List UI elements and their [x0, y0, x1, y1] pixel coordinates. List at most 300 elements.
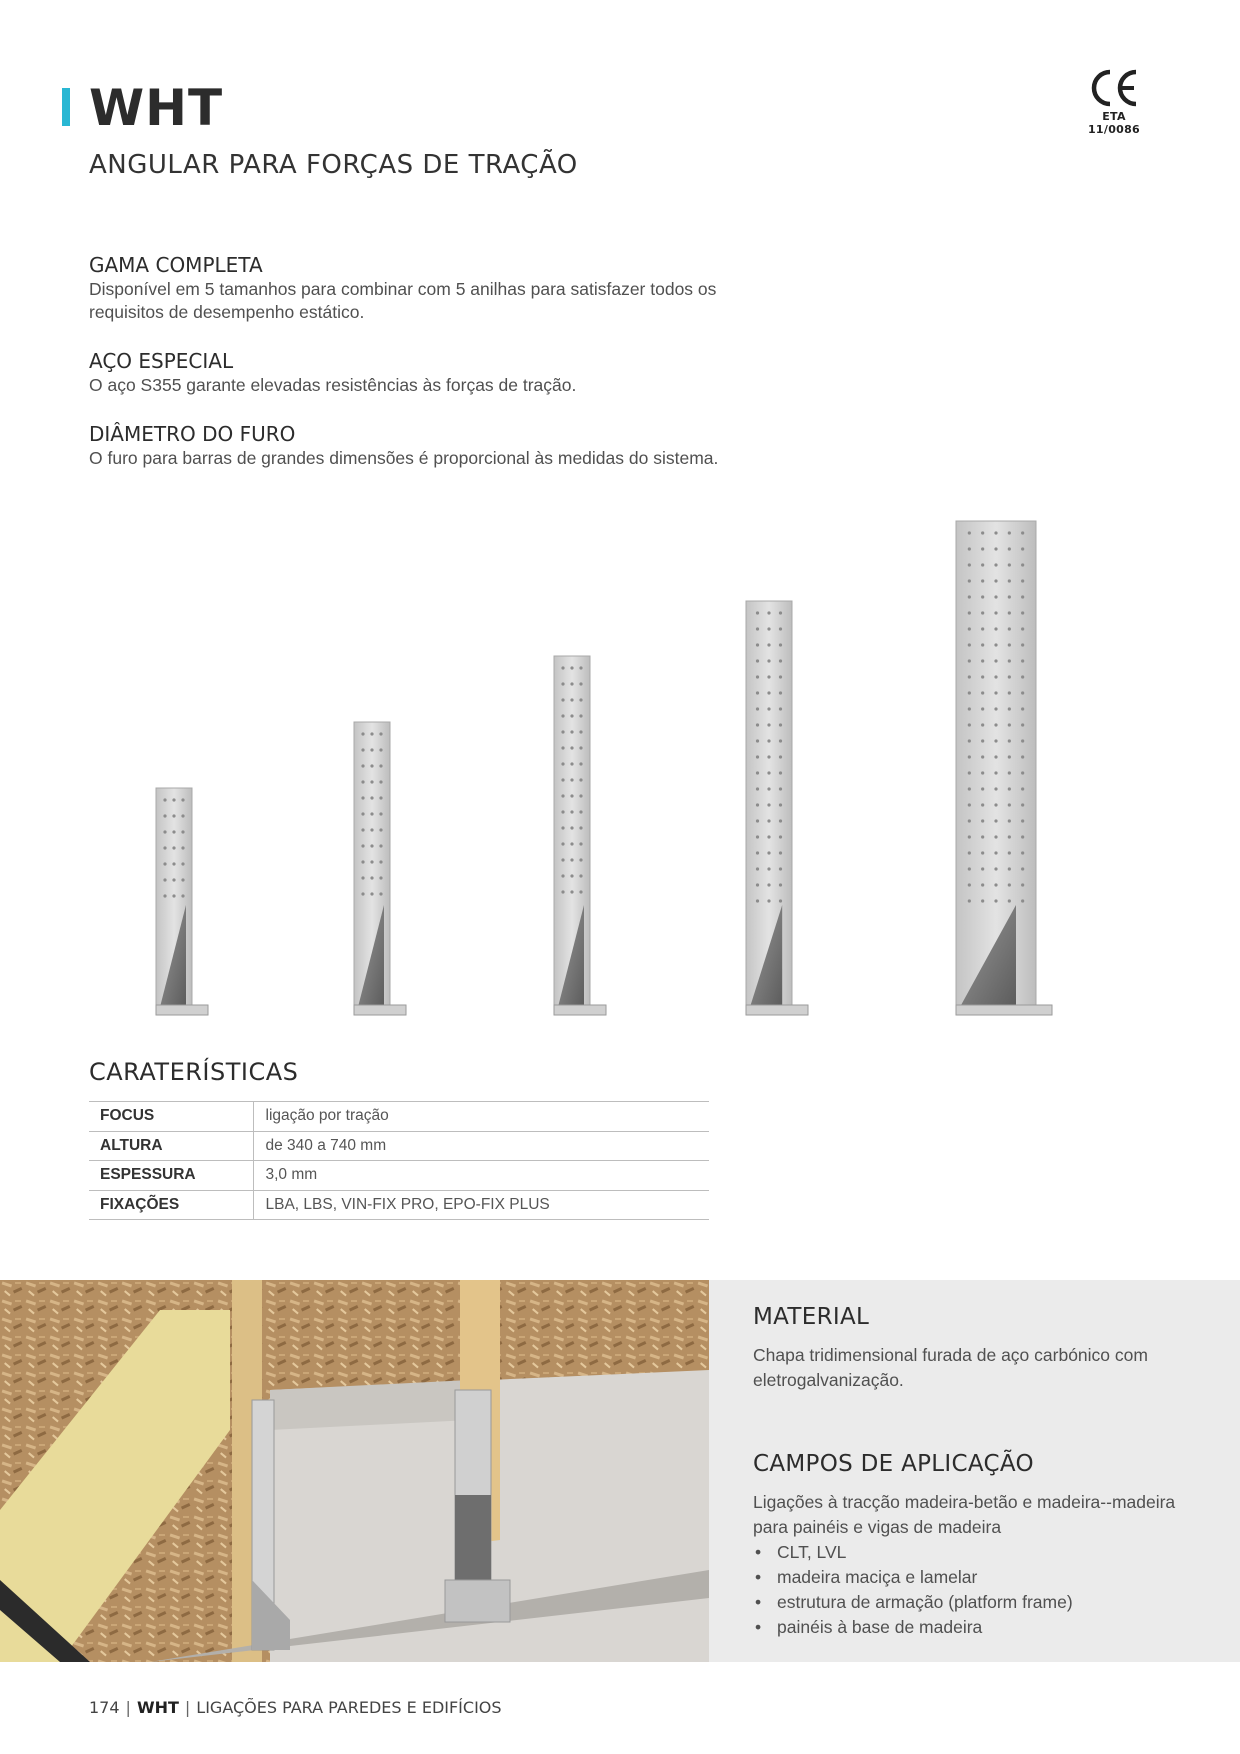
bracket-hole [1021, 547, 1024, 550]
bracket-hole [968, 867, 971, 870]
bracket-hole [779, 739, 782, 742]
list-item: • madeira maciça e lamelar [753, 1565, 1213, 1590]
bracket-hole [370, 860, 373, 863]
table-value: ligação por tração [253, 1102, 709, 1132]
bracket-hole [1021, 899, 1024, 902]
table-row [89, 1190, 709, 1220]
bracket-hole [767, 819, 770, 822]
bracket-hole [994, 691, 997, 694]
bracket-hole [370, 732, 373, 735]
bracket-hole [994, 675, 997, 678]
page-title: WHT [89, 79, 224, 137]
feature-title: DIÂMETRO DO FURO [89, 422, 296, 446]
bracket-hole [968, 771, 971, 774]
bracket-hole [994, 851, 997, 854]
bracket-hole [172, 878, 175, 881]
bracket-hole [570, 874, 573, 877]
bracket-hole [561, 842, 564, 845]
bracket-hole [379, 860, 382, 863]
bracket-hole [1008, 819, 1011, 822]
bracket-hole [379, 812, 382, 815]
bracket-hole [570, 746, 573, 749]
bracket-hole [779, 899, 782, 902]
table-row [89, 1102, 709, 1132]
bracket-hole [981, 867, 984, 870]
bracket-hole [579, 746, 582, 749]
bracket-hole [767, 691, 770, 694]
bracket-hole [361, 812, 364, 815]
applications-block [753, 1490, 1213, 1640]
table-row [89, 1131, 709, 1161]
bracket-hole [561, 714, 564, 717]
bracket-hole [181, 798, 184, 801]
bracket-hole [361, 748, 364, 751]
bracket-hole [981, 547, 984, 550]
bracket-hole [561, 826, 564, 829]
bracket-hole [767, 675, 770, 678]
bracket-hole [779, 707, 782, 710]
bracket-hole [767, 851, 770, 854]
bracket-hole [1008, 707, 1011, 710]
bracket-hole [1008, 787, 1011, 790]
bracket-hole [968, 883, 971, 886]
bracket-hole [379, 828, 382, 831]
bracket-hole [361, 844, 364, 847]
bracket-hole [1021, 675, 1024, 678]
bracket-hole [1008, 691, 1011, 694]
bracket-hole [779, 611, 782, 614]
bracket-hole [561, 762, 564, 765]
bracket-hole [579, 666, 582, 669]
bracket-hole [779, 675, 782, 678]
bracket-hole [1008, 851, 1011, 854]
bracket-hole [994, 563, 997, 566]
bracket-hole [968, 899, 971, 902]
material-title: MATERIAL [753, 1304, 870, 1330]
bracket-hole [981, 659, 984, 662]
table-key: ALTURA [89, 1131, 253, 1161]
bracket-hole [1008, 739, 1011, 742]
bracket-hole [570, 810, 573, 813]
bracket-base [554, 1005, 606, 1015]
bracket-hole [981, 579, 984, 582]
bracket-hole [1008, 883, 1011, 886]
bracket-hole [756, 787, 759, 790]
bracket-hole [968, 547, 971, 550]
bracket-hole [1008, 579, 1011, 582]
bracket-hole [994, 707, 997, 710]
bracket-hole [181, 894, 184, 897]
bracket-hole [968, 675, 971, 678]
bracket-hole [1008, 803, 1011, 806]
bracket-hole [1008, 723, 1011, 726]
bracket-hole [756, 691, 759, 694]
bracket-hole [767, 739, 770, 742]
bracket-hole [981, 755, 984, 758]
bracket-hole [779, 803, 782, 806]
characteristics-table [89, 1101, 709, 1220]
bracket-hole [379, 748, 382, 751]
bracket-hole [579, 762, 582, 765]
bracket-hole [163, 798, 166, 801]
bracket-hole [1021, 883, 1024, 886]
bracket-hole [561, 874, 564, 877]
bracket-hole [767, 723, 770, 726]
bracket-hole [994, 595, 997, 598]
bracket-hole [779, 787, 782, 790]
bracket-hole [370, 892, 373, 895]
bracket-hole [570, 682, 573, 685]
bracket-hole [181, 878, 184, 881]
bracket-hole [1021, 723, 1024, 726]
applications-title: CAMPOS DE APLICAÇÃO [753, 1451, 1034, 1477]
bracket-hole [779, 867, 782, 870]
bracket-hole [1008, 563, 1011, 566]
bracket-hole [561, 682, 564, 685]
bracket-hole [756, 899, 759, 902]
footer-section: LIGAÇÕES PARA PAREDES E EDIFÍCIOS [196, 1698, 502, 1717]
bracket-hole [361, 780, 364, 783]
bracket-hole [994, 547, 997, 550]
bracket-hole [968, 755, 971, 758]
page-number: 174 [89, 1698, 120, 1717]
bracket-hole [1008, 771, 1011, 774]
bracket-hole [1008, 531, 1011, 534]
bracket-hole [370, 844, 373, 847]
bracket-hole [994, 787, 997, 790]
bracket-hole [570, 890, 573, 893]
material-text: Chapa tridimensional furada de aço carbónico com eletrogalvanização. [753, 1345, 1148, 1390]
feature-title: GAMA COMPLETA [89, 253, 263, 277]
bracket-hole [994, 739, 997, 742]
bracket-hole [756, 627, 759, 630]
bracket-hole [968, 579, 971, 582]
bracket-hole [981, 883, 984, 886]
feature-list [89, 252, 719, 494]
bracket-hole [756, 755, 759, 758]
bracket-hole [981, 899, 984, 902]
bracket-hole [981, 723, 984, 726]
bracket-hole [968, 611, 971, 614]
bracket-hole [561, 810, 564, 813]
table-value: de 340 a 740 mm [253, 1131, 709, 1161]
bracket-hole [968, 531, 971, 534]
bracket-hole [370, 828, 373, 831]
feature-text: Disponível em 5 tamanhos para combinar com 5 anilhas para satisfazer todos os requisitos de desempenho estático. [89, 279, 717, 322]
bracket-hole [767, 835, 770, 838]
bracket-hole [968, 819, 971, 822]
bracket-hole [994, 531, 997, 534]
bracket-hole [1008, 611, 1011, 614]
bracket-base [354, 1005, 406, 1015]
bracket-hole [779, 755, 782, 758]
bracket-hole [579, 826, 582, 829]
installation-photo [0, 1280, 709, 1662]
feature-text: O furo para barras de grandes dimensões é proporcional às medidas do sistema. [89, 448, 719, 468]
bracket-hole [994, 579, 997, 582]
bracket-hole [981, 627, 984, 630]
bracket-hole [379, 764, 382, 767]
bracket-hole [994, 835, 997, 838]
bracket-hole [756, 739, 759, 742]
bracket-hole [994, 659, 997, 662]
bracket-hole [1021, 771, 1024, 774]
bracket-hole [756, 723, 759, 726]
bracket-hole [994, 803, 997, 806]
table-value: LBA, LBS, VIN-FIX PRO, EPO-FIX PLUS [253, 1190, 709, 1220]
bracket-hole [1008, 755, 1011, 758]
bracket-hole [172, 862, 175, 865]
bracket-hole [994, 723, 997, 726]
bracket-hole [968, 691, 971, 694]
bracket-hole [767, 627, 770, 630]
bracket-hole [561, 794, 564, 797]
bracket-hole [767, 755, 770, 758]
title-accent-bar [62, 88, 70, 126]
footer-product: WHT [136, 1698, 179, 1717]
characteristics-title: CARATERÍSTICAS [89, 1058, 299, 1086]
bracket-hole [994, 819, 997, 822]
bracket-hole [172, 814, 175, 817]
bracket-hole [1021, 611, 1024, 614]
bracket-hole [1008, 899, 1011, 902]
bracket-hole [756, 819, 759, 822]
feature-title: AÇO ESPECIAL [89, 349, 234, 373]
bracket-hole [981, 595, 984, 598]
bracket-hole [756, 883, 759, 886]
bracket-hole [968, 707, 971, 710]
bracket-hole [379, 876, 382, 879]
bracket-hole [579, 698, 582, 701]
bracket-hole [379, 844, 382, 847]
bracket-hole [579, 858, 582, 861]
bracket-hole [361, 764, 364, 767]
bracket-hole [181, 846, 184, 849]
bracket-hole [994, 899, 997, 902]
bracket-hole [994, 643, 997, 646]
bracket-hole [968, 563, 971, 566]
info-panel [709, 1280, 1240, 1662]
bracket-hole [1021, 819, 1024, 822]
bracket-hole [1021, 579, 1024, 582]
bracket-hole [561, 666, 564, 669]
bracket-hole [1021, 755, 1024, 758]
bracket-hole [779, 771, 782, 774]
bracket-hole [361, 860, 364, 863]
bracket-hole [1008, 675, 1011, 678]
product-range-image [130, 510, 1110, 1030]
applications-list [753, 1540, 1213, 1640]
bracket-hole [779, 691, 782, 694]
bracket-hole [570, 730, 573, 733]
bracket-hole [579, 810, 582, 813]
bracket-hole [1021, 595, 1024, 598]
bracket-hole [968, 803, 971, 806]
bracket-hole [767, 787, 770, 790]
bracket-hole [1008, 547, 1011, 550]
bracket-hole [767, 803, 770, 806]
bracket-hole [1021, 851, 1024, 854]
bracket-hole [379, 780, 382, 783]
bracket-hole [981, 691, 984, 694]
table-key: FOCUS [89, 1102, 253, 1132]
bracket-hole [579, 682, 582, 685]
feature-text: O aço S355 garante elevadas resistências às forças de tração. [89, 375, 577, 395]
bracket-hole [756, 611, 759, 614]
bracket-hole [181, 814, 184, 817]
bracket-hole [994, 883, 997, 886]
bracket-hole [1021, 691, 1024, 694]
bracket-hole [756, 867, 759, 870]
list-item: • painéis à base de madeira [753, 1615, 1213, 1640]
bracket-hole [370, 876, 373, 879]
feature-item [89, 348, 719, 397]
bracket-hole [981, 851, 984, 854]
bracket-hole [1008, 659, 1011, 662]
bracket-hole [570, 858, 573, 861]
bracket-hole [172, 846, 175, 849]
bracket-hole [579, 842, 582, 845]
table-key: ESPESSURA [89, 1161, 253, 1191]
bracket-hole [1021, 563, 1024, 566]
bracket-hole [756, 771, 759, 774]
bracket-hole [994, 867, 997, 870]
bracket-hole [163, 814, 166, 817]
bracket-hole [570, 826, 573, 829]
bracket-hole [1008, 595, 1011, 598]
bracket-hole [570, 762, 573, 765]
table-key: FIXAÇÕES [89, 1190, 253, 1220]
page-subtitle: ANGULAR PARA FORÇAS DE TRAÇÃO [89, 150, 578, 180]
ce-logo-icon [1086, 68, 1142, 108]
bracket-hole [172, 894, 175, 897]
bracket-hole [968, 851, 971, 854]
bracket-hole [981, 787, 984, 790]
bracket-hole [767, 707, 770, 710]
ce-mark [1078, 68, 1150, 136]
bracket-plate [956, 521, 1036, 1015]
certification-code: ETA 11/0086 [1087, 110, 1141, 136]
bracket-hole [561, 698, 564, 701]
bracket-hole [767, 771, 770, 774]
bracket-hole [361, 828, 364, 831]
bracket-hole [561, 858, 564, 861]
bracket-hole [779, 883, 782, 886]
bracket-hole [361, 876, 364, 879]
bracket-hole [779, 835, 782, 838]
bracket-hole [570, 698, 573, 701]
bracket-hole [361, 732, 364, 735]
bracket-hole [379, 892, 382, 895]
bracket-hole [756, 675, 759, 678]
bracket-hole [570, 794, 573, 797]
bracket-hole [779, 643, 782, 646]
bracket-hole [1021, 659, 1024, 662]
bracket-hole [1008, 835, 1011, 838]
bracket-base [156, 1005, 208, 1015]
bracket-hole [361, 892, 364, 895]
bracket-hole [1021, 627, 1024, 630]
bracket-hole [579, 794, 582, 797]
bracket-hole [1021, 787, 1024, 790]
bracket-hole [981, 643, 984, 646]
bracket-base [956, 1005, 1052, 1015]
bracket-hole [756, 643, 759, 646]
bracket-hole [370, 780, 373, 783]
bracket-hole [579, 890, 582, 893]
bracket-hole [1008, 867, 1011, 870]
bracket-hole [779, 723, 782, 726]
bracket-hole [570, 714, 573, 717]
page-footer [89, 1698, 502, 1717]
feature-item [89, 421, 719, 470]
bracket-hole [1021, 867, 1024, 870]
bracket-hole [561, 746, 564, 749]
bracket-hole [163, 830, 166, 833]
bracket-hole [370, 796, 373, 799]
bracket-hole [163, 862, 166, 865]
bracket-hole [756, 803, 759, 806]
bracket-hole [767, 883, 770, 886]
bracket-hole [561, 890, 564, 893]
applications-text: Ligações à tracção madeira-betão e madeira--madeira para painéis e vigas de madeira [753, 1492, 1176, 1537]
bracket-hole [994, 627, 997, 630]
bracket-hole [163, 894, 166, 897]
bracket-hole [1021, 835, 1024, 838]
bracket-hole [181, 862, 184, 865]
bracket-hole [968, 595, 971, 598]
bracket-hole [579, 874, 582, 877]
bracket-hole [981, 803, 984, 806]
bracket-hole [370, 748, 373, 751]
bracket-hole [981, 563, 984, 566]
list-item: • CLT, LVL [753, 1540, 1213, 1565]
bracket-hole [570, 666, 573, 669]
bracket-hole [756, 851, 759, 854]
bracket-hole [968, 739, 971, 742]
bracket-hole [1021, 707, 1024, 710]
bracket-hole [767, 659, 770, 662]
bracket-hole [570, 842, 573, 845]
bracket-hole [163, 846, 166, 849]
bracket-hole [1021, 739, 1024, 742]
bracket-hole [1021, 803, 1024, 806]
bracket-hole [981, 531, 984, 534]
bracket-hole [172, 830, 175, 833]
bracket-hole [1021, 531, 1024, 534]
bracket-hole [779, 659, 782, 662]
footer-separator: | [125, 1698, 131, 1717]
product-range-illustration [130, 510, 1110, 1030]
bracket-hole [579, 778, 582, 781]
bracket-hole [756, 835, 759, 838]
bracket-hole [756, 659, 759, 662]
feature-item [89, 252, 719, 324]
bracket-hole [779, 819, 782, 822]
bracket-hole [968, 723, 971, 726]
bracket-hole [981, 835, 984, 838]
bracket-base [746, 1005, 808, 1015]
bracket-hole [968, 787, 971, 790]
bracket-hole [767, 643, 770, 646]
installation-photo-image [0, 1280, 709, 1662]
bracket-hole [361, 796, 364, 799]
bracket-hole [570, 778, 573, 781]
bracket-hole [1008, 643, 1011, 646]
bracket-hole [561, 730, 564, 733]
bracket-hole [579, 714, 582, 717]
footer-separator: | [184, 1698, 191, 1717]
